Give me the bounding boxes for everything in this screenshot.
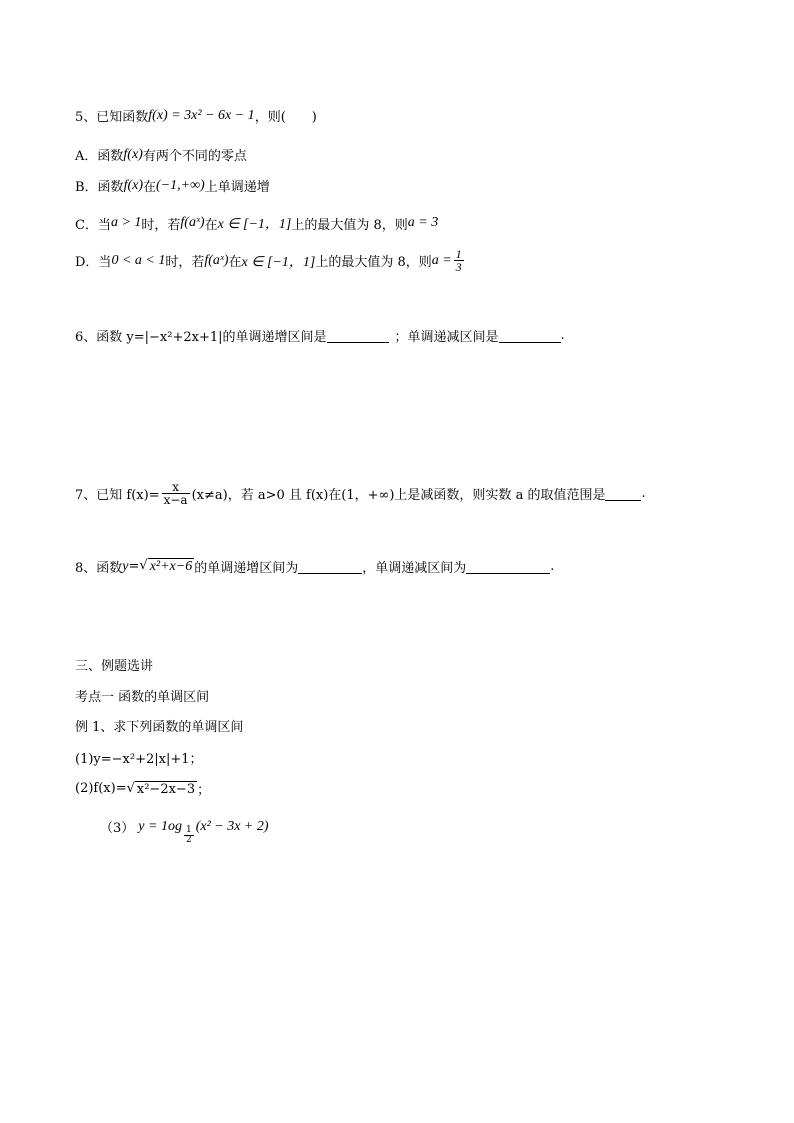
- section-example: 例 1、求下列函数的单调区间: [75, 720, 244, 735]
- option-b-mid: 在: [143, 180, 157, 195]
- option-d-mid2: 在: [228, 255, 242, 270]
- q8-mid: 的单调递增区间为: [194, 561, 299, 576]
- option-d-answer-lhs: a =: [431, 252, 452, 268]
- q6-blank-increasing[interactable]: [327, 328, 389, 343]
- option-c-answer: a = 3: [407, 215, 439, 230]
- item3-log: y = 1og: [138, 818, 182, 834]
- radical-sign: √: [126, 780, 135, 796]
- option-b-function: f(x): [123, 177, 143, 193]
- fraction-denominator: 2: [185, 835, 192, 845]
- fraction-numerator: x: [172, 480, 179, 494]
- q5-option-c: [75, 213, 438, 233]
- item2-sqrt: [127, 781, 198, 797]
- q5-function: f(x) = 3x² − 6x − 1: [148, 107, 255, 123]
- fraction-denominator: 3: [455, 260, 462, 274]
- example-item-1: (1)y=−x²+2|x|+1；: [75, 752, 203, 767]
- q8-end: .: [550, 559, 555, 574]
- q8-equals: =: [128, 559, 140, 574]
- q8-blank-increasing[interactable]: [298, 559, 362, 574]
- radicand: x²−2x−3: [136, 781, 196, 797]
- item3-label: （3）: [100, 821, 135, 836]
- q5-stem-post: ，则( ): [254, 110, 317, 125]
- q7-text: (x≠a)，若 a>0 且 f(x)在(1，+∞)上是减函数，则实数 a 的取值范围是: [191, 488, 606, 503]
- q5-option-d: [75, 248, 466, 273]
- option-c-prefix: C．当: [75, 217, 111, 233]
- q7-end: .: [641, 486, 646, 501]
- option-d-answer-fraction: [454, 248, 464, 273]
- q8-y: y: [122, 558, 129, 574]
- option-c-domain: x ∈ [−1，1]: [217, 217, 292, 232]
- option-c-function: f(aˣ): [180, 215, 205, 230]
- radicand: x²+x−6: [149, 559, 193, 574]
- option-d-function: f(aˣ): [204, 252, 229, 268]
- fraction-numerator: 1: [185, 825, 192, 835]
- option-d-domain: x ∈ [−1，1]: [241, 254, 316, 270]
- item3-argument: (x² − 3x + 2): [195, 818, 269, 834]
- q8-prefix: 8、函数: [75, 561, 123, 576]
- section-heading: 三、例题选讲: [75, 659, 154, 674]
- item3-log-base: [184, 826, 194, 845]
- option-a-text: 有两个不同的零点: [142, 149, 247, 164]
- fraction-numerator: 1: [455, 247, 462, 261]
- q5-option-a: [75, 145, 247, 164]
- item2-suffix: ；: [197, 783, 211, 798]
- section-point: 考点一 函数的单调区间: [75, 690, 210, 705]
- q8-sqrt: [139, 558, 194, 575]
- option-c-mid2: 在: [204, 217, 218, 233]
- q7-blank-range[interactable]: [605, 486, 641, 501]
- option-a-function: f(x): [123, 146, 143, 162]
- option-b-prefix: B．函数: [75, 180, 124, 195]
- fraction-denominator: x−a: [163, 493, 188, 507]
- q7: [75, 481, 646, 506]
- q8: [75, 557, 554, 576]
- option-a-prefix: A．函数: [75, 149, 124, 164]
- q5-stem-pre: 5、已知函数: [75, 110, 149, 125]
- q7-fraction: [162, 481, 190, 506]
- q8-mid2: ，单调递减区间为: [362, 561, 467, 576]
- q6-mid-text: ；单调递减区间是: [394, 330, 499, 345]
- option-c-text: 上的最大值为 8，则: [291, 217, 408, 233]
- option-d-prefix: D．当: [75, 255, 112, 270]
- option-d-condition: 0 < a < 1: [111, 252, 166, 268]
- radical-sign: √: [139, 558, 148, 573]
- q6: [75, 326, 565, 345]
- q6-blank-decreasing[interactable]: [499, 328, 561, 343]
- item2-prefix: (2)f(x)=: [75, 781, 127, 796]
- example-item-3: [100, 808, 269, 845]
- option-c-condition: a > 1: [110, 215, 142, 230]
- option-b-interval: (−1,+∞): [156, 177, 205, 193]
- q7-prefix: 7、已知 f(x)=: [75, 488, 160, 503]
- q5-stem: [75, 106, 317, 125]
- option-b-text: 上单调递增: [204, 180, 270, 195]
- q8-blank-decreasing[interactable]: [466, 559, 550, 574]
- option-d-mid1: 时，若: [165, 255, 205, 270]
- q6-end: .: [560, 328, 565, 343]
- q5-option-b: [75, 176, 270, 195]
- option-d-text: 上的最大值为 8，则: [315, 255, 432, 270]
- option-c-mid1: 时，若: [141, 217, 181, 233]
- q6-text: 6、函数 y=|−x²+2x+1|的单调递增区间是: [75, 330, 327, 345]
- example-item-2: [75, 779, 210, 798]
